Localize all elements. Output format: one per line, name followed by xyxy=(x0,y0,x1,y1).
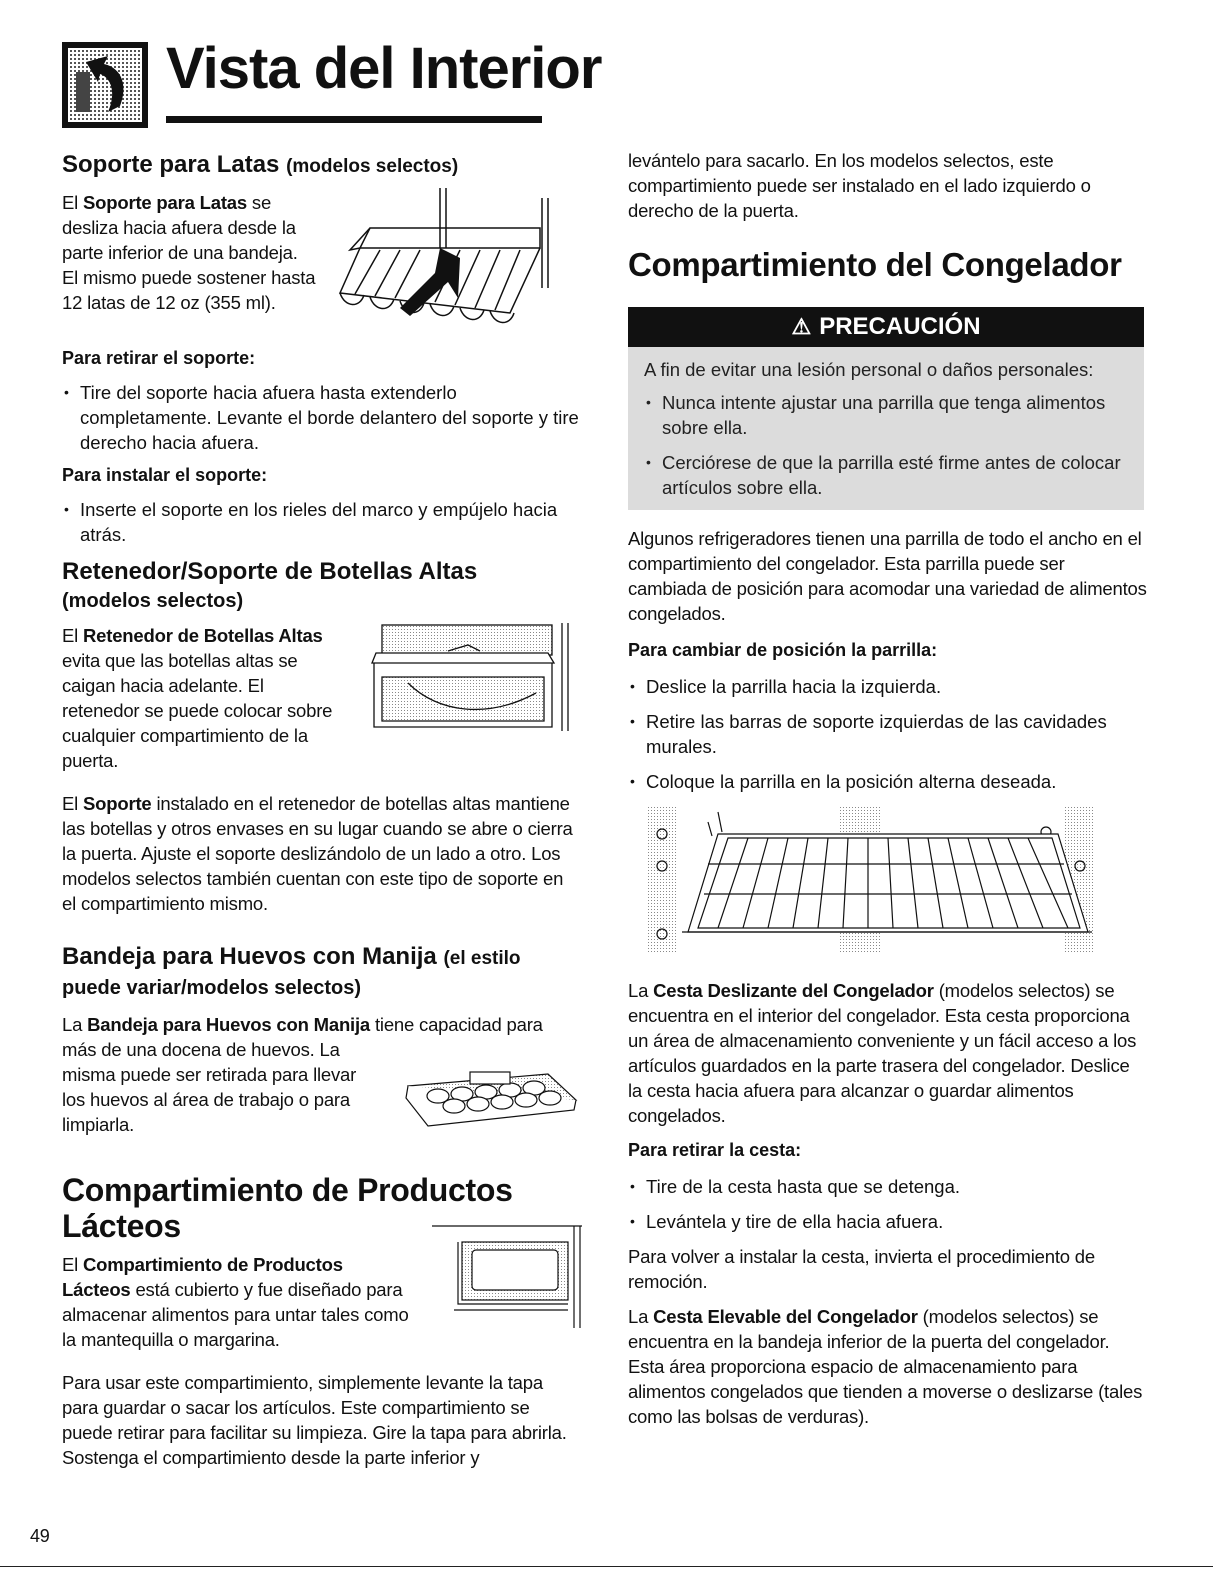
egg-heading: Bandeja para Huevos con Manija (el estilo xyxy=(62,943,521,970)
arrow-icon xyxy=(62,42,148,128)
egg-tray-illustration xyxy=(398,1066,578,1128)
can-rack-install-list xyxy=(62,497,582,547)
can-rack-title-small: (modelos selectos) xyxy=(286,156,459,177)
list-item: • Tire del soporte hacia afuera hasta extenderlo completamente. Levante el borde delantero del soporte y tire derecho hacia afuera. xyxy=(62,380,582,455)
caution-header: ⚠ PRECAUCIÓN xyxy=(628,307,1144,347)
footer-rule xyxy=(0,1566,1213,1567)
bottle-paragraph-2: El Soporte instalado en el retenedor de botellas altas mantiene las botellas y otros envases en su lugar cuando se abre o cierra la puerta. Ajuste el soporte deslizándolo de un lado a otro. Los modelos selectos también cuentan con este tipo de soporte en el compartimiento mismo. xyxy=(62,793,573,914)
dairy-heading-line2: Lácteos xyxy=(62,1208,181,1244)
egg-term: Bandeja para Huevos con Manija xyxy=(87,1014,371,1035)
egg-intro: La Bandeja para Huevos con Manija tiene capacidad para más de una docena de huevos. La misma puede ser retirada para llevar los huevos al área de trabajo o para limpiarla. xyxy=(62,1012,582,1140)
list-item: • Cerciórese de que la parrilla esté firme antes de colocar artículos sobre ella. xyxy=(644,450,1128,500)
freezer-shelf-illustration xyxy=(648,804,1098,956)
caution-box xyxy=(628,307,1144,510)
page-number: 49 xyxy=(30,1526,50,1546)
list-item: • Retire las barras de soporte izquierdas de las cavidades murales. xyxy=(628,709,1148,759)
lift-basket-term: Cesta Elevable del Congelador xyxy=(653,1306,918,1327)
can-rack-remove-title: Para retirar el soporte: xyxy=(62,348,256,368)
can-rack-illustration xyxy=(330,188,556,338)
dairy-intro: El Compartimiento de Productos Lácteos está cubierto y fue diseñado para almacenar alimentos para untar tales como la mantequilla o margarina. xyxy=(62,1252,582,1356)
list-item: • Nunca intente ajustar una parrilla que tenga alimentos sobre ella. xyxy=(644,390,1128,440)
freezer-heading: Compartimiento del Congelador xyxy=(628,246,1122,283)
freezer-paragraph-2: La Cesta Deslizante del Congelador (modelos selectos) se encuentra en el interior del congelador. Esta cesta proporciona un área de almacenamiento conveniente y un fácil acceso a los artículos guardados en la parte trasera del congelador. Deslice la cesta hacia afuera para alcanzar o guardar alimentos congelados. xyxy=(628,980,1137,1126)
list-item: • Inserte el soporte en los rieles del marco y empújelo hacia atrás. xyxy=(62,497,582,547)
support-term: Soporte xyxy=(83,793,152,814)
bottle-term: Retenedor de Botellas Altas xyxy=(83,625,323,646)
basket-remove-list xyxy=(628,1174,1148,1234)
basket-remove-title: Para retirar la cesta: xyxy=(628,1140,802,1160)
dairy-heading-line1: Compartimiento de Productos xyxy=(62,1172,513,1208)
continued-paragraph: levántelo para sacarlo. En los modelos selectos, este compartimiento puede ser instalado en el lado izquierdo o derecho de la puerta. xyxy=(628,150,1091,221)
header-icon-box xyxy=(62,42,148,128)
can-rack-heading xyxy=(62,150,582,182)
can-rack-remove-list xyxy=(62,380,582,455)
bottle-heading: Retenedor/Soporte de Botellas Altas xyxy=(62,558,478,585)
warning-icon: ⚠ xyxy=(791,314,812,339)
list-item: • Tire de la cesta hasta que se detenga. xyxy=(628,1174,1148,1199)
bottle-intro: El Retenedor de Botellas Altas evita que las botellas altas se caigan hacia adelante. El retenedor se puede colocar sobre cualquier compartimiento de la puerta. xyxy=(62,623,582,779)
list-item: • Levántela y tire de ella hacia afuera. xyxy=(628,1209,1148,1234)
dairy-compartment-illustration xyxy=(432,1224,584,1330)
title-underline xyxy=(166,116,542,123)
sliding-basket-term: Cesta Deslizante del Congelador xyxy=(653,980,934,1001)
egg-heading-sub: puede variar/modelos selectos) xyxy=(62,977,362,999)
page-title: Vista del Interior xyxy=(166,36,602,101)
freezer-paragraph-4: La Cesta Elevable del Congelador (modelos selectos) se encuentra en la bandeja inferior de la puerta del congelador. Esta área proporciona espacio de almacenamiento para alimentos congelados que tienden a moverse o deslizarse (tales como las bolsas de verduras). xyxy=(628,1306,1143,1427)
caution-body xyxy=(628,347,1144,510)
change-shelf-title: Para cambiar de posición la parrilla: xyxy=(628,640,938,660)
caution-intro: A fin de evitar una lesión personal o daños personales: xyxy=(644,359,1094,380)
can-rack-title: Soporte para Latas xyxy=(62,151,280,178)
list-item: • Deslice la parrilla hacia la izquierda. xyxy=(628,674,1148,699)
bottle-retainer-illustration xyxy=(368,623,574,743)
dairy-paragraph-2: Para usar este compartimiento, simplemente levante la tapa para guardar o sacar los artículos. Este compartimiento se puede retirar para facilitar su limpieza. Gire la tapa para abrirla. Sostenga el compartimiento desde la parte inferior y xyxy=(62,1372,567,1468)
can-rack-intro: El Soporte para Latas se desliza hacia afuera desde la parte inferior de una bandeja. El mismo puede sostener hasta 12 latas de 12 oz (355 ml). xyxy=(62,190,582,338)
can-rack-install-title: Para instalar el soporte: xyxy=(62,465,268,485)
left-column xyxy=(62,150,582,1470)
right-column xyxy=(628,148,1148,1429)
can-rack-term: Soporte para Latas xyxy=(83,192,247,213)
dairy-term: Compartimiento de Productos xyxy=(83,1254,343,1275)
freezer-paragraph-3: Para volver a instalar la cesta, invierta el procedimiento de remoción. xyxy=(628,1246,1095,1292)
bottle-heading-sub: (modelos selectos) xyxy=(62,590,244,612)
freezer-paragraph-1: Algunos refrigeradores tienen una parrilla de todo el ancho en el compartimiento del congelador. Esta parrilla puede ser cambiada de posición para acomodar una variedad de alimentos congelados. xyxy=(628,528,1147,624)
change-shelf-list xyxy=(628,674,1148,794)
caution-list xyxy=(644,390,1128,500)
list-item: • Coloque la parrilla en la posición alterna deseada. xyxy=(628,769,1148,794)
